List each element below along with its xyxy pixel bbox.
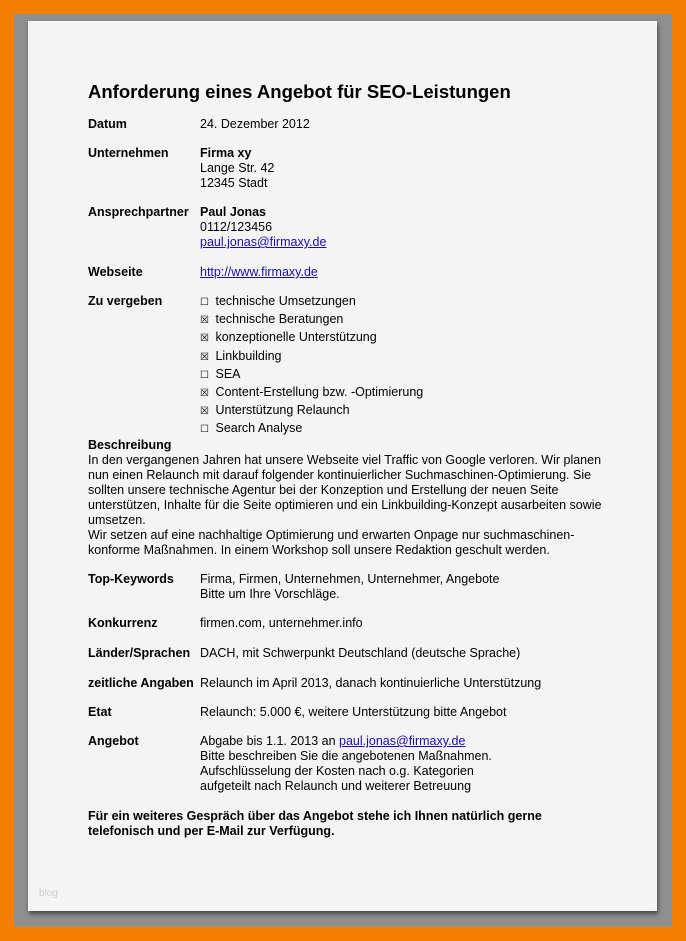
unternehmen-label: Unternehmen xyxy=(88,146,169,160)
checklist-item xyxy=(200,366,423,384)
checklist-item-label: Search Analyse xyxy=(215,421,303,436)
company-street: Lange Str. 42 xyxy=(200,161,275,175)
beschreibung-text-1: In den vergangenen Jahren hat unsere Webseite viel Traffic von Google verloren. Wir planen nun einen Relaunch mit darauf folgender kontinuierlicher Suchmaschinen-Optimierung. Sie sollten unsere technische Agentur bei der Konzeption und Erstellung der neuen Seite unterstützen, Inhalte für die Seite optimieren und ein Linkbuilding-Konzept ausarbeiten sowie umsetzen. xyxy=(88,453,602,527)
laender-value: DACH, mit Schwerpunkt Deutschland (deutsche Sprache) xyxy=(200,646,521,660)
checklist-item-label: Linkbuilding xyxy=(215,348,282,363)
ansprechpartner-label: Ansprechpartner xyxy=(88,205,189,219)
beschreibung-text-2: Wir setzen auf eine nachhaltige Optimierung und erwarten Onpage nur suchmaschinen-konforme Maßnahmen. In einem Workshop soll unsere Redaktion geschult werden. xyxy=(88,528,575,557)
etat-value: Relaunch: 5.000 €, weitere Unterstützung bitte Angebot xyxy=(200,705,507,719)
checklist-item-label: konzeptionelle Unterstützung xyxy=(215,330,377,345)
angebot-line-4: aufgeteilt nach Relaunch und weiterer Betreuung xyxy=(200,779,472,793)
checklist-item xyxy=(200,311,423,329)
checklist-item-label: technische Umsetzungen xyxy=(215,294,356,308)
checklist-item-label: Unterstützung Relaunch xyxy=(215,403,350,418)
checkbox-icon[interactable]: ☐ xyxy=(200,369,209,381)
checklist-item-label: SEA xyxy=(215,366,241,381)
checklist-item xyxy=(200,348,423,366)
watermark: blog xyxy=(39,888,58,899)
checked-box-icon[interactable]: ☒ xyxy=(200,315,209,327)
keywords-line: Firma, Firmen, Unternehmen, Unternehmer, Angebote xyxy=(200,572,500,586)
checkbox-icon[interactable]: ☐ xyxy=(200,424,209,436)
unternehmen-value xyxy=(200,146,274,191)
checklist-item xyxy=(200,402,423,420)
checkbox-icon[interactable]: ☐ xyxy=(200,297,209,308)
checklist-item-label: technische Beratungen xyxy=(215,312,344,327)
document-page xyxy=(28,21,657,911)
webseite-label: Webseite xyxy=(88,265,143,279)
contact-phone: 0112/123456 xyxy=(200,220,273,234)
closing-text: Für ein weiteres Gespräch über das Angebot stehe ich Ihnen natürlich gerne telefonisch und per E-Mail zur Verfügung. xyxy=(88,809,542,838)
checklist-item-label: Content-Erstellung bzw. -Optimierung xyxy=(215,385,424,400)
beschreibung-section xyxy=(88,438,608,558)
etat-label: Etat xyxy=(88,705,112,719)
checklist-item xyxy=(200,329,423,347)
angebot-line-2: Bitte beschreiben Sie die angebotenen Maßnahmen. xyxy=(200,749,492,763)
angebot-email-link[interactable]: paul.jonas@firmaxy.de xyxy=(339,734,466,748)
keywords-label: Top-Keywords xyxy=(88,572,174,586)
zu-vergeben-label: Zu vergeben xyxy=(88,294,163,308)
keywords-value xyxy=(200,572,499,602)
ansprechpartner-value xyxy=(200,205,326,250)
zeitlich-value: Relaunch im April 2013, danach kontinuierliche Unterstützung xyxy=(200,676,542,690)
website-link[interactable]: http://www.firmaxy.de xyxy=(200,265,318,279)
angebot-line-3: Aufschlüsselung der Kosten nach o.g. Kategorien xyxy=(200,764,474,778)
checklist-item xyxy=(200,420,423,438)
checked-box-icon[interactable]: ☒ xyxy=(200,406,209,418)
angebot-deadline: Abgabe bis 1.1. 2013 an xyxy=(200,734,340,748)
keywords-note: Bitte um Ihre Vorschläge. xyxy=(200,587,340,601)
contact-name: Paul Jonas xyxy=(200,205,266,219)
company-city: 12345 Stadt xyxy=(200,176,268,190)
service-checklist xyxy=(200,293,423,439)
checked-box-icon[interactable]: ☒ xyxy=(200,351,209,363)
datum-value: 24. Dezember 2012 xyxy=(200,117,310,131)
datum-label: Datum xyxy=(88,117,127,131)
checked-box-icon[interactable]: ☒ xyxy=(200,388,209,400)
checked-box-icon[interactable]: ☒ xyxy=(200,333,209,345)
konkurrenz-value: firmen.com, unternehmer.info xyxy=(200,616,363,630)
company-name: Firma xy xyxy=(200,146,252,160)
angebot-label: Angebot xyxy=(88,734,139,748)
checklist-item xyxy=(200,384,423,402)
checklist-item xyxy=(200,293,423,311)
beschreibung-label: Beschreibung xyxy=(88,438,172,452)
konkurrenz-label: Konkurrenz xyxy=(88,616,158,630)
laender-label: Länder/Sprachen xyxy=(88,646,191,660)
page-title: Anforderung eines Angebot für SEO-Leistungen xyxy=(88,81,511,102)
zeitlich-label: zeitliche Angaben xyxy=(88,676,194,690)
angebot-value xyxy=(200,734,492,794)
contact-email-link[interactable]: paul.jonas@firmaxy.de xyxy=(200,235,327,249)
